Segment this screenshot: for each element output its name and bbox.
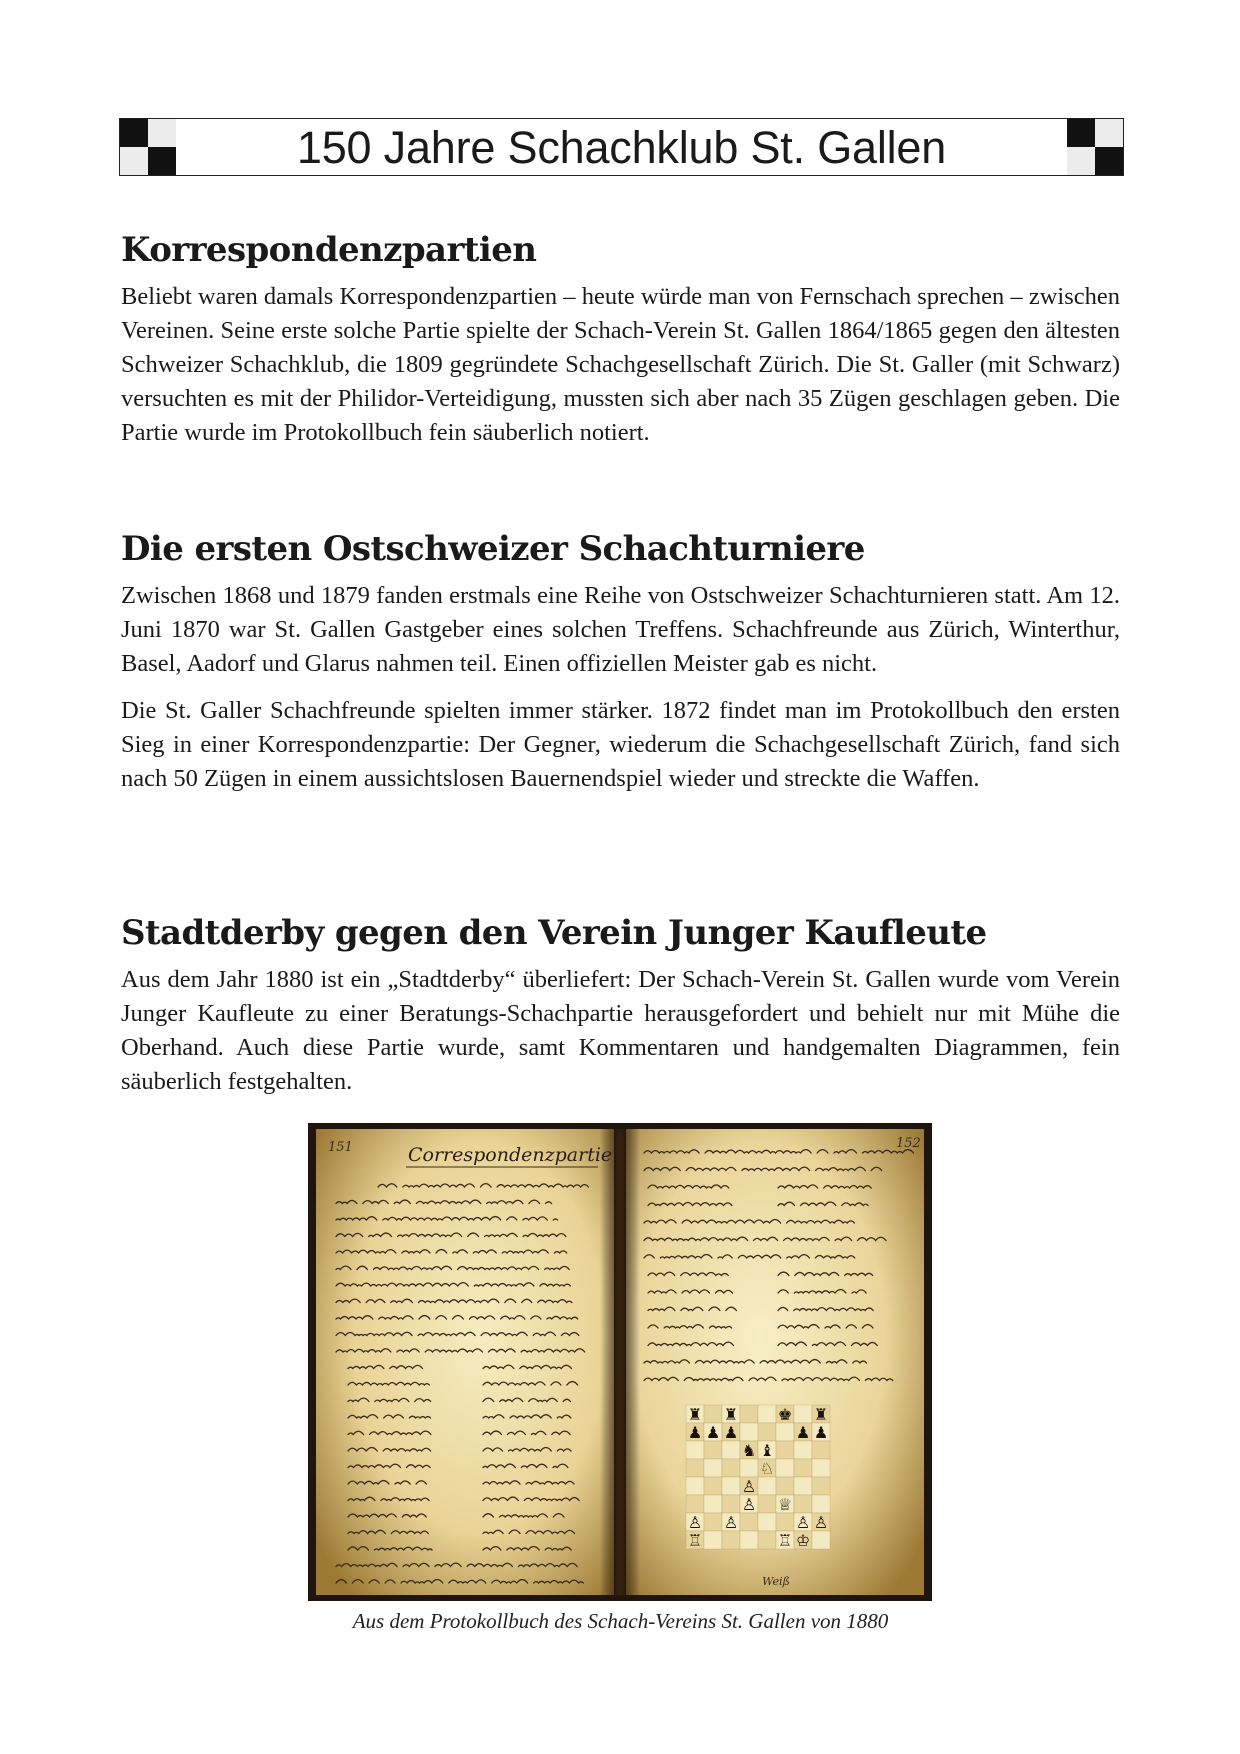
board-square [776,1477,794,1495]
section-korrespondenzpartien [121,228,1120,450]
chess-piece: ♙ [741,1477,757,1496]
chess-piece: ♙ [723,1513,739,1532]
board-square [794,1495,812,1513]
chess-piece: ♝ [759,1441,775,1460]
board-square [686,1495,704,1513]
section-heading: Korrespondenzpartien [121,230,537,270]
board-square [740,1513,758,1531]
board-square [794,1405,812,1423]
board-square [812,1495,830,1513]
board-square [812,1531,830,1549]
chess-piece: ♖ [687,1531,703,1550]
chess-piece: ♙ [795,1513,811,1532]
board-square [758,1531,776,1549]
chess-piece: ♙ [813,1513,829,1532]
left-page [316,1129,614,1595]
page-title: 150 Jahre Schachklub St. Gallen [296,122,947,173]
board-square [758,1405,776,1423]
chess-piece: ♜ [813,1405,829,1424]
board-square [794,1441,812,1459]
chess-piece: ♟ [705,1423,721,1442]
board-square [704,1459,722,1477]
right-page-number: 152 [896,1136,921,1151]
chess-diagram [686,1405,830,1550]
section-stadtderby [121,911,1120,1099]
section-paragraph: Aus dem Jahr 1880 ist ein „Stadtderby“ überliefert: Der Schach-Verein St. Gallen wurde vom Verein Junger Kaufleute zu einer Beratungs-Schachpartie herausgefordert und behielt nur mit Mühe die Oberhand. Auch diese Partie wurde, samt Kommentaren und handgemalten Diagrammen, fein säuberlich festgehalten. [121,966,1120,1095]
protocol-book-photo [308,1123,932,1601]
section-paragraph: Beliebt waren damals Korrespondenzpartien – heute würde man von Fernschach sprechen – zwischen Vereinen. Seine erste solche Partie spielte der Schach-Verein St. Gallen 1864/1865 gegen den ältesten Schweizer Schachklub, die 1809 gegründete Schachgesellschaft Zürich. Die St. Galler (mit Schwarz) versuchten es mit der Philidor-Verteidigung, mussten sich aber nach 35 Zügen geschlagen geben. Die Partie wurde im Protokollbuch fein säuberlich notiert. [121,283,1120,446]
board-square [794,1477,812,1495]
chess-piece: ♟ [813,1423,829,1442]
board-square [704,1405,722,1423]
chess-piece: ♙ [687,1513,703,1532]
section-heading: Die ersten Ostschweizer Schachturniere [121,529,865,569]
board-square [722,1441,740,1459]
board-square [704,1441,722,1459]
board-square [758,1423,776,1441]
board-square [740,1423,758,1441]
book-gutter [600,1129,640,1595]
chess-piece: ♙ [741,1495,757,1514]
chess-piece: ♜ [687,1405,703,1424]
board-square [758,1513,776,1531]
chess-piece: ♜ [723,1405,739,1424]
board-square [722,1459,740,1477]
board-square [686,1477,704,1495]
checker-emblem-right [1067,119,1123,175]
board-square [704,1495,722,1513]
board-square [812,1459,830,1477]
board-square [794,1459,812,1477]
board-square [758,1477,776,1495]
chess-piece: ♞ [741,1441,757,1460]
chess-piece: ♟ [687,1423,703,1442]
figure-caption: Aus dem Protokollbuch des Schach-Vereins St. Gallen von 1880 [352,1609,889,1633]
board-square [686,1441,704,1459]
board-square [776,1513,794,1531]
section-heading: Stadtderby gegen den Verein Junger Kaufleute [121,913,987,953]
board-square [686,1459,704,1477]
chess-piece: ♔ [795,1531,811,1550]
board-square [758,1495,776,1513]
protocol-book-illustration [308,1123,932,1601]
checker-emblem-left [120,119,176,175]
chess-piece: ♟ [723,1423,739,1442]
header-bar [119,118,1124,176]
board-square [704,1513,722,1531]
board-square [776,1441,794,1459]
section-ostschweizer-turniere [121,527,1120,796]
board-square [812,1477,830,1495]
board-square [740,1531,758,1549]
board-square [704,1477,722,1495]
chess-piece: ♘ [759,1459,775,1478]
diagram-caption: Weiß [762,1575,790,1588]
left-page-number: 151 [328,1140,353,1155]
board-square [740,1405,758,1423]
section-paragraph: Zwischen 1868 und 1879 fanden erstmals eine Reihe von Ostschweizer Schachturnieren statt. Am 12. Juni 1870 war St. Gallen Gastgeber eines solchen Treffens. Schachfreunde aus Zürich, Winterthur, Basel, Aadorf und Glarus nahmen teil. Einen offiziellen Meister gab es nicht. [121,582,1120,677]
chess-piece: ♟ [795,1423,811,1442]
chess-piece: ♕ [777,1495,793,1514]
board-square [704,1531,722,1549]
board-square [776,1459,794,1477]
board-square [722,1495,740,1513]
board-square [722,1477,740,1495]
board-square [722,1531,740,1549]
left-page-title: Correspondenzpartie [408,1144,613,1166]
chess-piece: ♖ [777,1531,793,1550]
section-paragraph: Die St. Galler Schachfreunde spielten immer stärker. 1872 findet man im Protokollbuch den ersten Sieg in einer Korrespondenzpartie: Der Gegner, wiederum die Schachgesellschaft Zürich, fand sich nach 50 Zügen in einem aussichtslosen Bauernendspiel wieder und streckte die Waffen. [121,697,1120,792]
board-square [776,1423,794,1441]
chess-piece: ♚ [777,1405,793,1424]
board-square [812,1441,830,1459]
board-square [740,1459,758,1477]
